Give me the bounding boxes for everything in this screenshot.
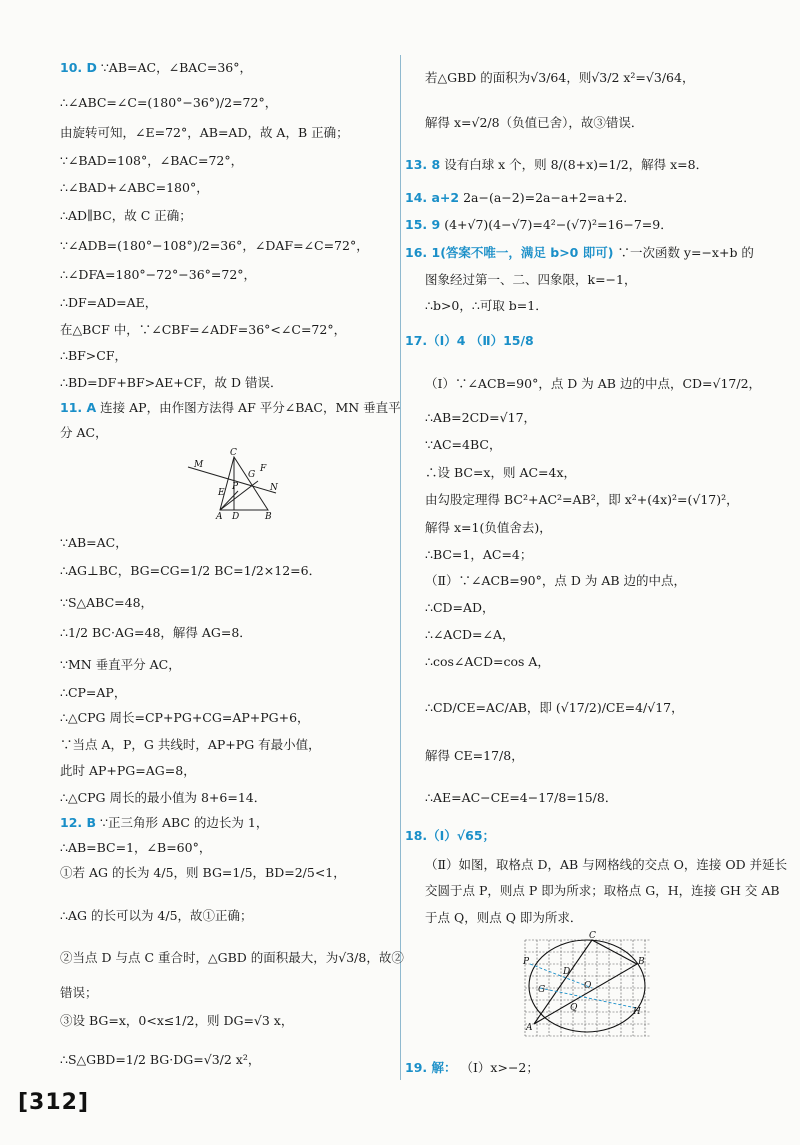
solution-text: ∴BC=1，AC=4； [425,547,533,562]
text-line [405,333,534,349]
fig18-label-q: Q [570,1003,578,1013]
text-line [425,627,515,643]
text-line [60,425,108,441]
fig11-label-n: N [270,483,278,493]
text-line [60,908,253,924]
fig18-label-o: O [584,981,592,991]
text-line [60,595,153,611]
text-line [425,883,780,899]
solution-text: (4+√7)(4−√7)=4²−(√7)²=16−7=9． [444,217,673,232]
text-line [425,376,761,392]
fig18-label-p: P [523,957,530,967]
text-line [60,563,321,579]
solution-text: 此时 AP+PG=AG=8， [60,763,196,778]
text-line [425,70,694,86]
text-line [60,840,211,856]
question-number: 12. B [60,815,97,830]
solution-text: ∴CD=AD， [425,600,495,615]
fig11-label-c: C [230,448,237,458]
text-line [405,190,636,206]
solution-text: ∵AB=AC，∠BAC=36°， [100,60,252,75]
solution-text: ∵当点 A，P，G 共线时，AP+PG 有最小值， [60,737,321,752]
text-line [60,153,243,169]
figure-problem-11 [180,445,290,520]
fig11-label-a: A [216,512,223,520]
question-number: 14. a+2 [405,190,460,205]
question-number: 13. 8 [405,157,441,172]
solution-text: ∴△CPG 周长=CP+PG+CG=AP+PG+6， [60,710,310,725]
solution-text: 连接 AP，由作图方法得 AF 平分∠BAC，MN 垂直平 [100,400,401,415]
column-divider [400,55,401,1080]
text-line [425,748,524,764]
solution-text: ∴∠ABC=∠C=(180°−36°)/2=72°， [60,95,278,110]
text-line [425,910,582,926]
text-line [60,400,401,416]
solution-text: ∵正三角形 ABC 的边长为 1， [100,815,269,830]
text-line [60,815,268,831]
text-line [60,267,256,283]
fig18-label-a: A [526,1023,533,1033]
text-line [405,217,673,233]
text-line [60,710,310,726]
text-line [60,95,277,111]
fig11-label-e: E [218,488,225,498]
solution-text: ∴DF=AD=AE， [60,295,158,310]
fig11-label-p: P [232,482,239,492]
solution-text: 于点 Q，则点 Q 即为所求． [425,910,583,925]
solution-text: ∴AB=BC=1，∠B=60°， [60,840,212,855]
solution-text: （Ⅱ）如图，取格点 D，AB 与网格线的交点 O，连接 OD 并延长 [425,857,788,872]
text-line [425,115,643,131]
solution-text: 解得 CE=17/8， [425,748,524,763]
solution-text: ①若 AG 的长为 4/5，则 BG=1/5，BD=2/5<1， [60,865,346,880]
solution-text: 由勾股定理得 BC²+AC²=AB²，即 x²+(4x)²=(√17)²， [425,492,739,507]
fig11-label-b: B [265,512,272,520]
solution-text: （Ⅰ）∵∠ACB=90°，点 D 为 AB 边的中点，CD=√17/2， [425,376,762,391]
solution-text: 在△BCF 中，∵∠CBF=∠ADF=36°<∠C=72°， [60,322,347,337]
solution-text: ∴BD=DF+BF>AE+CF，故 D 错误． [60,375,283,390]
solution-text: 交圆于点 P，则点 P 即为所求；取格点 G，H，连接 GH 交 AB [425,883,780,898]
solution-text: 解得 x=1(负值舍去)， [425,520,552,535]
text-line [60,295,157,311]
text-line [405,245,754,261]
text-line [60,685,126,701]
solution-text: ∴∠DFA=180°−72°−36°=72°， [60,267,257,282]
solution-text: ∵MN 垂直平分 AC， [60,657,181,672]
text-line [60,1013,293,1029]
text-line [425,437,501,453]
text-line [425,272,636,288]
text-line [60,180,209,196]
text-line [60,375,282,391]
solution-text: ∴设 BC=x，则 AC=4x， [425,465,577,480]
solution-text: 2a−(a−2)=2a−a+2=a+2． [463,190,636,205]
fig18-label-b: B [638,957,645,967]
fig11-label-m: M [194,460,204,470]
solution-text: ∵AC=4BC， [425,437,502,452]
solution-text: ∴b>0，∴可取 b=1． [425,298,548,313]
text-line [60,950,404,966]
solution-text: ∴S△GBD=1/2 BG·DG=√3/2 x²， [60,1052,261,1067]
text-line [60,125,349,141]
solution-text: ∴∠BAD+∠ABC=180°， [60,180,209,195]
solution-text: （Ⅱ）∵∠ACB=90°，点 D 为 AB 边的中点， [425,573,687,588]
text-line [60,322,346,338]
solution-text: ∵∠BAD=108°，∠BAC=72°， [60,153,244,168]
text-line [425,492,739,508]
text-line [60,535,128,551]
solution-text: 错误； [60,985,98,1000]
fig11-label-f: F [260,464,267,474]
figure-problem-18 [520,930,655,1040]
text-line [60,737,321,753]
text-line [405,828,495,844]
fig18-label-d: D [563,967,571,977]
text-line [60,60,252,76]
solution-text: ∴△CPG 周长的最小值为 8+6=14． [60,790,267,805]
question-number: 11. A [60,400,97,415]
page-number: [312] [18,1090,90,1115]
text-line [60,208,192,224]
text-line [60,763,196,779]
question-number: 17.（Ⅰ）4 （Ⅱ）15/8 [405,333,534,348]
text-line [60,790,266,806]
fig18-label-g: G [538,985,546,995]
text-line [425,790,617,806]
text-line [60,1052,260,1068]
solution-text: ∴AG⊥BC，BG=CG=1/2 BC=1/2×12=6． [60,563,322,578]
solution-text: ∴cos∠ACD=cos A， [425,654,550,669]
fig11-label-d: D [232,512,240,520]
solution-text: ∴AB=2CD=√17， [425,410,537,425]
solution-text: 解得 x=√2/8（负值已舍），故③错误． [425,115,644,130]
question-number: 16. 1(答案不唯一，满足 b>0 即可) [405,245,614,260]
solution-text: （Ⅰ）x>−2； [460,1060,539,1075]
fig18-label-c: C [589,931,596,941]
solution-text: ∵S△ABC=48， [60,595,154,610]
fig18-label-h: H [633,1007,641,1017]
solution-text: ②当点 D 与点 C 重合时，△GBD 的面积最大，为√3/8，故② [60,950,404,965]
solution-text: ∴1/2 BC·AG=48，解得 AG=8． [60,625,252,640]
solution-text: 由旋转可知，∠E=72°，AB=AD，故 A，B 正确； [60,125,349,140]
text-line [425,857,787,873]
solution-text: ③设 BG=x，0<x≤1/2，则 DG=√3 x， [60,1013,294,1028]
text-line [425,410,536,426]
solution-text: ∴BF>CF， [60,348,128,363]
text-line [60,985,98,1001]
solution-text: ∴∠ACD=∠A， [425,627,515,642]
question-number: 19. 解： [405,1060,457,1075]
text-line [60,625,252,641]
solution-text: ∴CP=AP， [60,685,127,700]
text-line [60,238,369,254]
solution-text: 若△GBD 的面积为√3/64，则√3/2 x²=√3/64， [425,70,695,85]
solution-text: ∵∠ADB=(180°−108°)/2=36°，∠DAF=∠C=72°， [60,238,369,253]
solution-text: ∴AG 的长可以为 4/5，故①正确； [60,908,253,923]
solution-text: ∴AE=AC−CE=4−17/8=15/8． [425,790,618,805]
question-number: 15. 9 [405,217,441,232]
text-line [425,573,686,589]
text-line [60,348,127,364]
text-line [425,547,532,563]
text-line [425,298,548,314]
text-line [425,700,684,716]
solution-text: 设有白球 x 个，则 8/(8+x)=1/2，解得 x=8． [444,157,709,172]
text-line [425,654,550,670]
text-line [60,865,346,881]
text-line [405,157,708,173]
question-number: 18.（Ⅰ）√65； [405,828,496,843]
text-line [425,465,576,481]
fig11-label-g: G [248,470,256,480]
solution-text: ∴AD∥BC，故 C 正确； [60,208,192,223]
text-line [425,520,552,536]
solution-text: 图象经过第一、二、四象限，k=−1， [425,272,637,287]
question-number: 10. D [60,60,97,75]
text-line [425,600,495,616]
solution-text: ∵AB=AC， [60,535,128,550]
text-line [405,1060,539,1076]
solution-text: ∴CD/CE=AC/AB，即 (√17/2)/CE=4/√17， [425,700,684,715]
solution-text: 分 AC， [60,425,108,440]
solution-text: ∵一次函数 y=−x+b 的 [617,245,754,260]
text-line [60,657,181,673]
